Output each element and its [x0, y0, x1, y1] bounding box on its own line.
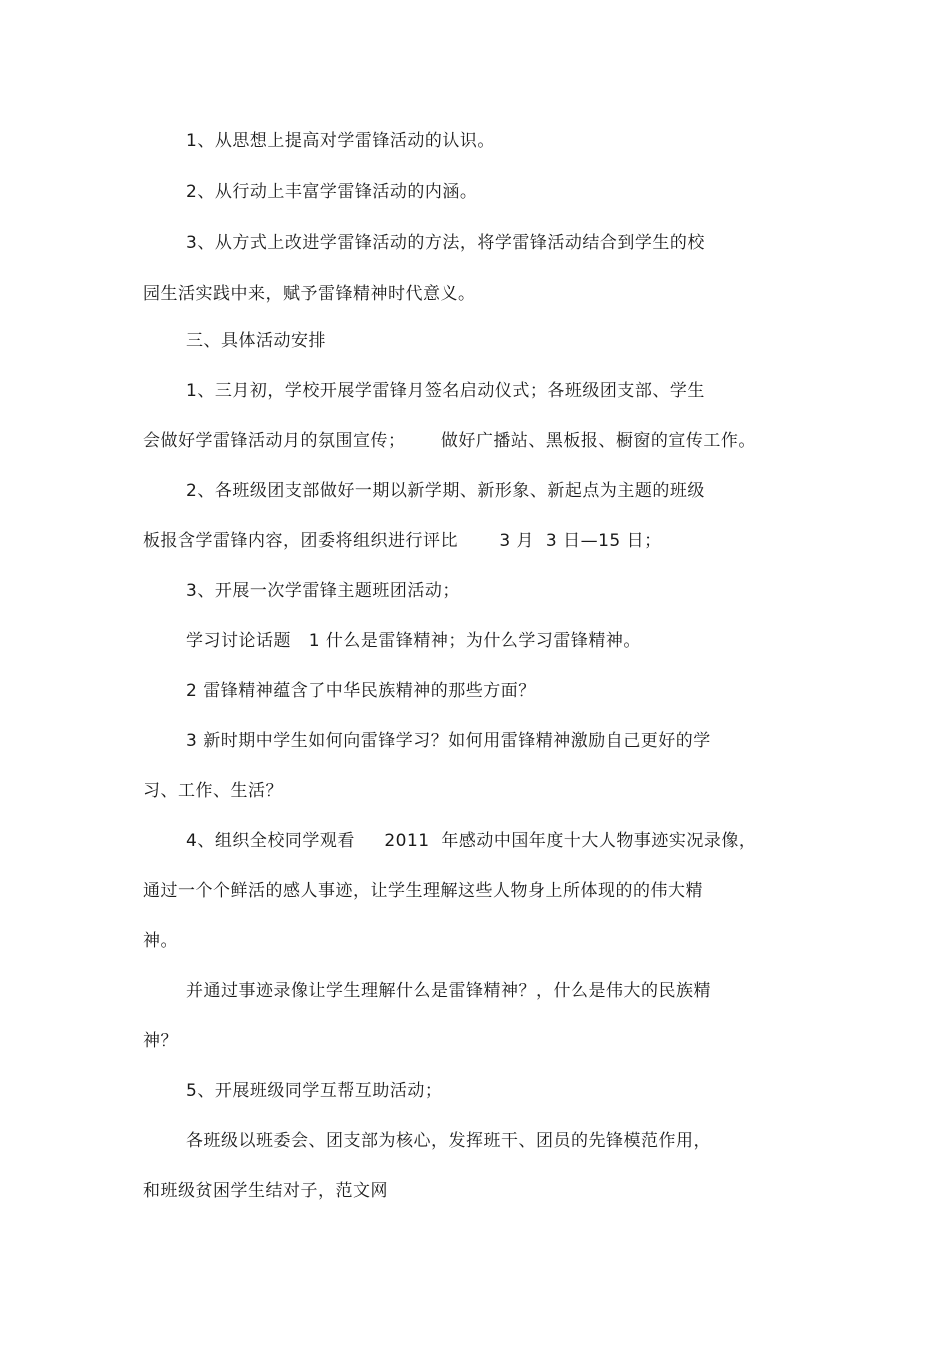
paragraph-line: 5、开展班级同学互帮互助活动； [186, 1081, 443, 1101]
paragraph-line: 神。 [143, 931, 178, 951]
paragraph-line: 2、从行动上丰富学雷锋活动的内涵。 [186, 182, 478, 202]
paragraph-line: 2、各班级团支部做好一期以新学期、新形象、新起点为主题的班级 [186, 481, 705, 501]
paragraph-line: 2 雷锋精神蕴含了中华民族精神的那些方面？ [186, 681, 536, 701]
paragraph-line: 4、组织全校同学观看 2011 年感动中国年度十大人物事迹实况录像， [186, 831, 757, 851]
paragraph-line: 各班级以班委会、团支部为核心，发挥班干、团员的先锋模范作用， [186, 1131, 711, 1151]
paragraph-line: 神？ [143, 1031, 178, 1051]
paragraph-line: 学习讨论话题 1 什么是雷锋精神；为什么学习雷锋精神。 [186, 631, 641, 651]
paragraph-line: 板报含学雷锋内容，团委将组织进行评比 3 月 3 日—15 日； [143, 531, 662, 551]
paragraph-line: 园生活实践中来，赋予雷锋精神时代意义。 [143, 284, 476, 304]
paragraph-line: 1、从思想上提高对学雷锋活动的认识。 [186, 131, 495, 151]
paragraph-line: 和班级贫困学生结对子，范文网 [143, 1181, 388, 1201]
paragraph-line: 3 新时期中学生如何向雷锋学习？如何用雷锋精神激励自己更好的学 [186, 731, 711, 751]
paragraph-line: 会做好学雷锋活动月的氛围宣传； 做好广播站、黑板报、橱窗的宣传工作。 [143, 431, 756, 451]
paragraph-line: 并通过事迹录像让学生理解什么是雷锋精神？，什么是伟大的民族精 [186, 981, 711, 1001]
paragraph-line: 习、工作、生活？ [143, 781, 283, 801]
paragraph-line: 1、三月初，学校开展学雷锋月签名启动仪式；各班级团支部、学生 [186, 381, 705, 401]
paragraph-line: 3、开展一次学雷锋主题班团活动； [186, 581, 460, 601]
section-heading: 三、具体活动安排 [186, 331, 326, 351]
paragraph-line: 通过一个个鲜活的感人事迹，让学生理解这些人物身上所体现的的伟大精 [143, 881, 703, 901]
paragraph-line: 3、从方式上改进学雷锋活动的方法，将学雷锋活动结合到学生的校 [186, 233, 705, 253]
